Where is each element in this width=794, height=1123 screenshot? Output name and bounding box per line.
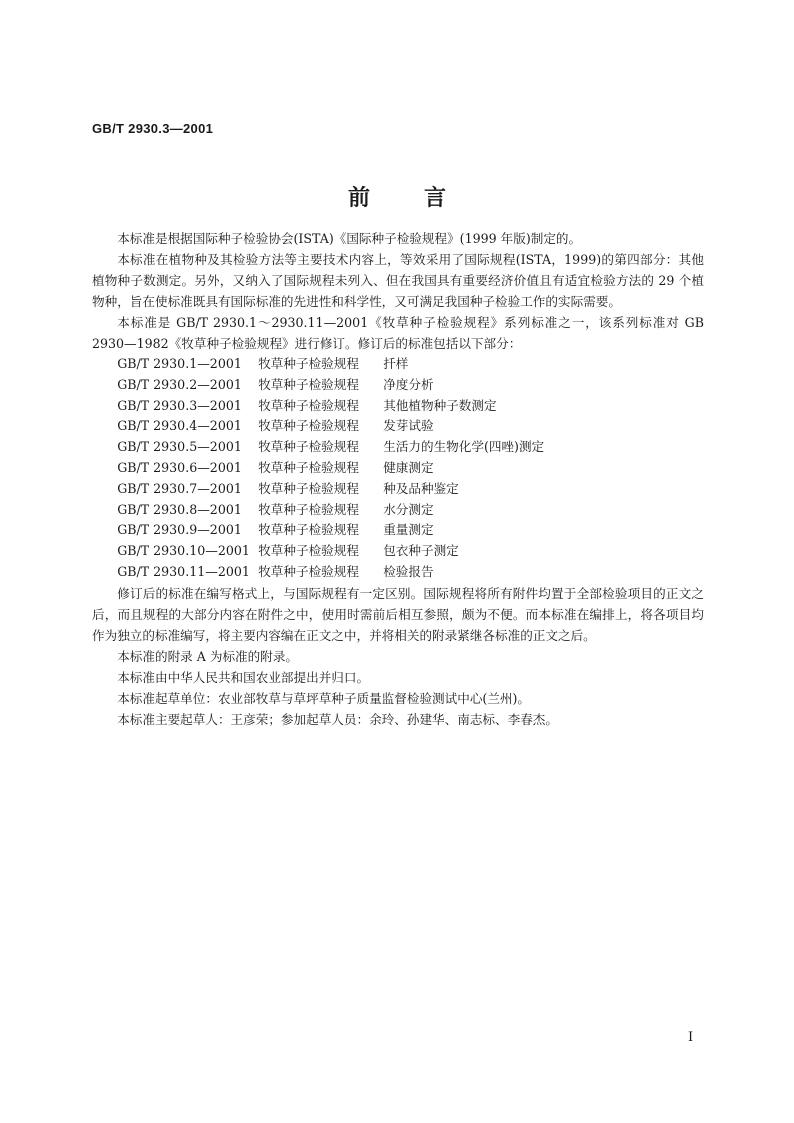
part-series: 牧草种子检验规程: [258, 522, 359, 538]
list-item: [92, 396, 704, 417]
closing-paragraph-2: 本标准的附录 A 为标准的附录。: [117, 648, 299, 664]
part-series: 牧草种子检验规程: [258, 397, 359, 413]
part-code: GB/T 2930.8—2001: [117, 501, 242, 517]
list-item: [92, 375, 704, 396]
list-item: [92, 458, 704, 479]
part-code: GB/T 2930.4—2001: [117, 418, 242, 434]
part-code: GB/T 2930.3—2001: [117, 397, 242, 413]
part-series: 牧草种子检验规程: [258, 563, 359, 579]
part-series: 牧草种子检验规程: [258, 543, 359, 559]
part-topic: 包衣种子测定: [383, 543, 459, 559]
document-body: [92, 228, 704, 730]
standard-parts-list: [92, 354, 704, 583]
part-topic: 健康测定: [383, 459, 434, 475]
part-series: 牧草种子检验规程: [258, 418, 359, 434]
intro-paragraph-3: 本标准是 GB/T 2930.1～2930.11—2001《牧草种子检验规程》系列标准之一，该系列标准对 GB 2930—1982《牧草种子检验规程》进行修订。修订后的标准包括以下部分：: [92, 315, 704, 351]
closing-paragraph-4: 本标准起草单位：农业部牧草与草坪草种子质量监督检验测试中心(兰州)。: [117, 690, 531, 706]
part-series: 牧草种子检验规程: [258, 480, 359, 496]
part-code: GB/T 2930.6—2001: [117, 459, 242, 475]
page-title: 前言: [347, 186, 500, 211]
part-topic: 其他植物种子数测定: [383, 397, 497, 413]
list-item: [92, 416, 704, 437]
part-series: 牧草种子检验规程: [258, 459, 359, 475]
part-topic: 水分测定: [383, 501, 434, 517]
list-item: [92, 541, 704, 562]
list-item: [92, 354, 704, 375]
part-code: GB/T 2930.9—2001: [117, 522, 242, 538]
part-code: GB/T 2930.1—2001: [117, 356, 242, 371]
page-number: I: [688, 1030, 694, 1045]
part-code: GB/T 2930.2—2001: [117, 376, 242, 392]
part-topic: 检验报告: [383, 563, 434, 579]
part-code: GB/T 2930.11—2001: [117, 563, 250, 579]
standard-code-header: GB/T 2930.3—2001: [92, 121, 214, 136]
list-item: [92, 520, 704, 541]
part-topic: 生活力的生物化学(四唑)测定: [383, 439, 545, 455]
part-series: 牧草种子检验规程: [258, 439, 359, 455]
part-series: 牧草种子检验规程: [258, 501, 359, 517]
part-code: GB/T 2930.7—2001: [117, 480, 242, 496]
list-item: [92, 479, 704, 500]
closing-paragraph-3: 本标准由中华人民共和国农业部提出并归口。: [117, 669, 370, 685]
list-item: [92, 562, 704, 583]
part-code: GB/T 2930.10—2001: [117, 543, 250, 559]
part-topic: 重量测定: [383, 522, 434, 538]
part-topic: 扦样: [383, 356, 409, 371]
part-code: GB/T 2930.5—2001: [117, 439, 242, 455]
intro-paragraph-2: 本标准在植物种及其检验方法等主要技术内容上，等效采用了国际规程(ISTA，1999)的第四部分：其他植物种子数测定。另外，又纳入了国际规程未列入、但在我国具有重要经济价值且有适宜检验方法的 29 个植物种，旨在使标准既具有国际标准的先进性和科学性，又可满足我国种子检验工作的实际需要。: [92, 252, 704, 309]
list-item: [92, 437, 704, 458]
list-item: [92, 500, 704, 521]
intro-paragraph-1: 本标准是根据国际种子检验协会(ISTA)《国际种子检验规程》(1999 年版)制定的。: [117, 231, 582, 246]
part-series: 牧草种子检验规程: [258, 356, 359, 371]
part-topic: 发芽试验: [383, 418, 434, 434]
closing-paragraph-5: 本标准主要起草人：王彦荣；参加起草人员：余玲、孙建华、南志标、李春杰。: [117, 711, 558, 727]
closing-paragraph-1: 修订后的标准在编写格式上，与国际规程有一定区别。国际规程将所有附件均置于全部检验项目的正文之后，而且规程的大部分内容在附件之中，使用时需前后相互参照，颇为不便。而本标准在编排上，将各项目均作为独立的标准编写，将主要内容编在正文之中，并将相关的附录紧继各标准的正文之后。: [92, 585, 704, 643]
part-topic: 种及品种鉴定: [383, 480, 459, 496]
part-topic: 净度分析: [383, 376, 434, 392]
part-series: 牧草种子检验规程: [258, 376, 359, 392]
